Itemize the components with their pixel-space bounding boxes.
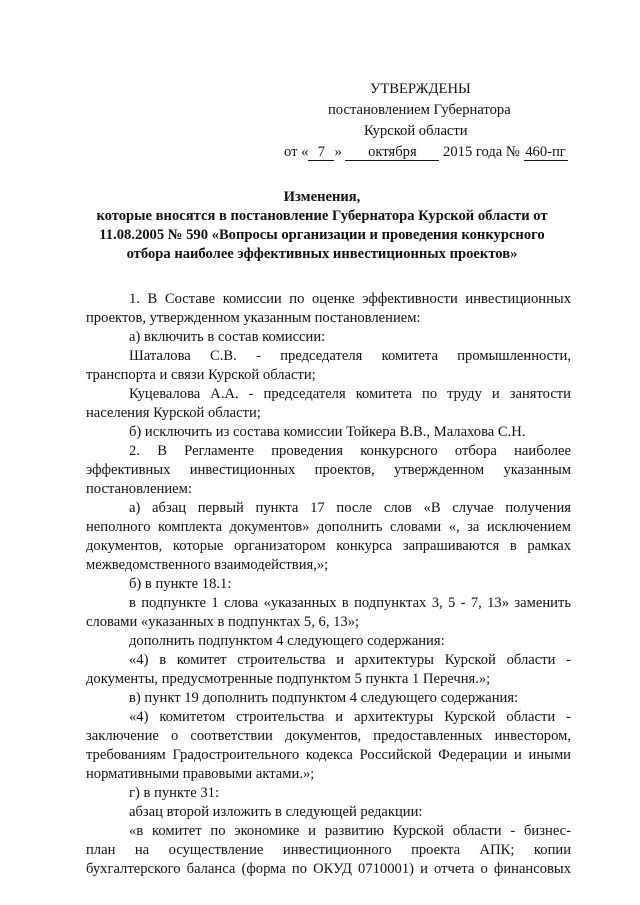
date-prefix: от «	[284, 144, 309, 160]
body-line: заключение о соответствии документов, предоставленных инвестором,	[86, 728, 571, 744]
body-line: населения Курской области;	[86, 405, 261, 421]
decree-number: 460-пг	[525, 144, 566, 160]
date-mid: »	[334, 144, 342, 160]
body-line: 2. В Регламенте проведения конкурсного отбора наиболее	[129, 443, 571, 459]
body-line: «в комитет по экономике и развитию Курской области - бизнес-	[129, 823, 571, 839]
body-line: «4) в комитет строительства и архитектуры Курской области -	[129, 652, 571, 668]
body-line: документы, предусмотренные подпунктом 5 пункта 1 Перечня.»;	[86, 671, 491, 687]
document-body	[86, 290, 571, 879]
date-year: 2015 года №	[443, 144, 520, 160]
approval-date-line	[284, 143, 568, 161]
body-line: план на осуществление инвестиционного проекта АПК; копии	[86, 842, 571, 858]
body-line: требованиям Градостроительного кодекса Российской Федерации и иными	[86, 747, 571, 763]
body-line: постановлением:	[86, 481, 192, 497]
body-line: «4) комитетом строительства и архитектуры Курской области -	[129, 709, 571, 725]
body-line: бухгалтерского баланса (форма по ОКУД 0710001) и отчета о финансовых	[86, 861, 571, 877]
title-line: отбора наиболее эффективных инвестиционных проектов»	[126, 246, 518, 262]
body-line: документов, которые организатором конкурса запрашиваются в рамках	[86, 538, 571, 554]
body-line: межведомственного взаимодействия,»;	[86, 557, 329, 573]
title-line: 11.08.2005 № 590 «Вопросы организации и проведения конкурсного	[99, 227, 545, 243]
body-line: абзац второй изложить в следующей редакции:	[129, 804, 423, 820]
body-line: дополнить подпунктом 4 следующего содержания:	[129, 633, 445, 649]
body-line: Шаталова С.В. - председателя комитета промышленности,	[129, 348, 571, 364]
approval-heading: УТВЕРЖДЕНЫ	[370, 81, 471, 97]
body-line: в подпункте 1 слова «указанных в подпунктах 3, 5 - 7, 13» заменить	[129, 595, 571, 611]
body-line: словами «указанных в подпунктах 5, 6, 13»;	[86, 614, 360, 630]
body-line: б) исключить из состава комиссии Тойкера В.В., Малахова С.Н.	[129, 424, 526, 440]
approval-line-2: Курской области	[364, 123, 468, 139]
body-line: неполного комплекта документов» дополнить словами «, за исключением	[86, 519, 571, 535]
date-day: 7	[308, 144, 334, 161]
body-line: а) включить в состав комиссии:	[129, 329, 326, 345]
body-line: в) пункт 19 дополнить подпунктом 4 следующего содержания:	[129, 690, 519, 706]
body-line: проектов, утвержденном указанным постановлением:	[86, 310, 421, 326]
document-title	[62, 188, 582, 264]
body-line: б) в пункте 18.1:	[129, 576, 232, 592]
body-line: 1. В Составе комиссии по оценке эффективности инвестиционных	[129, 291, 571, 307]
body-line: г) в пункте 31:	[129, 785, 219, 801]
body-line: транспорта и связи Курской области;	[86, 367, 316, 383]
body-line: Куцевалова А.А. - председателя комитета по труду и занятости	[129, 386, 571, 402]
body-line: эффективных инвестиционных проектов, утвержденном указанным	[86, 462, 571, 478]
title-line: которые вносятся в постановление Губернатора Курской области от	[96, 208, 548, 224]
body-line: а) абзац первый пункта 17 после слов «В случае получения	[129, 500, 571, 516]
approval-line-1: постановлением Губернатора	[328, 102, 511, 118]
date-month: октября	[345, 144, 439, 161]
title-line: Изменения,	[283, 189, 361, 205]
body-line: нормативными правовыми актами.»;	[86, 766, 315, 782]
